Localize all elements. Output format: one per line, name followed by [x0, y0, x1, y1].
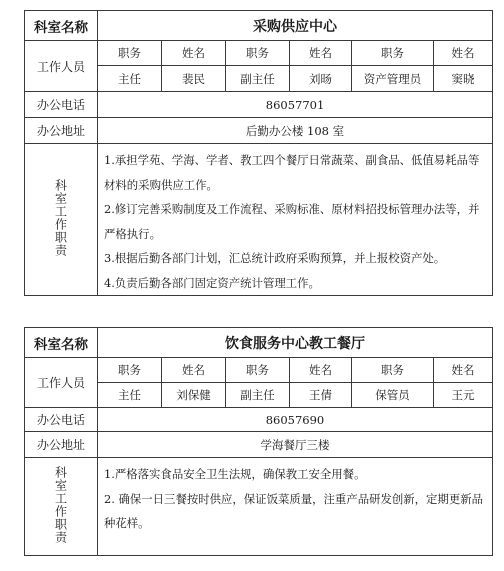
col-header-name: 姓名 — [434, 358, 493, 383]
staff-title: 副主任 — [226, 66, 290, 92]
dept-card-staff-canteen — [24, 327, 492, 556]
staff-name: 裴民 — [162, 66, 226, 92]
duties-label-cell — [25, 144, 98, 296]
staff-name: 刘保健 — [162, 383, 226, 408]
duties-cell — [98, 144, 493, 296]
dept-name-value: 饮食服务中心教工餐厅 — [98, 328, 493, 358]
duties-label: 科室工作职责 — [53, 466, 68, 544]
staff-label: 工作人员 — [25, 358, 98, 408]
dept-name-label: 科室名称 — [25, 11, 98, 41]
staff-name: 窦晓 — [434, 66, 493, 92]
duty-item: 2. 确保一日三餐按时供应，保证饭菜质量，注重产品研发创新，定期更新品种花样。 — [104, 491, 483, 530]
col-header-title: 职务 — [98, 358, 162, 383]
dept-card-procurement — [24, 10, 492, 296]
staff-title: 主任 — [98, 383, 162, 408]
address-value: 学海餐厅三楼 — [98, 432, 493, 458]
staff-label: 工作人员 — [25, 41, 98, 92]
staff-name: 王元 — [434, 383, 493, 408]
address-label: 办公地址 — [25, 432, 98, 458]
staff-title: 主任 — [98, 66, 162, 92]
phone-label: 办公电话 — [25, 408, 98, 432]
duties-label-cell — [25, 458, 98, 556]
col-header-title: 职务 — [352, 41, 434, 66]
col-header-name: 姓名 — [290, 41, 352, 66]
phone-label: 办公电话 — [25, 92, 98, 118]
col-header-name: 姓名 — [434, 41, 493, 66]
col-header-name: 姓名 — [290, 358, 352, 383]
duty-item: 2.修订完善采购制度及工作流程、采购标准、原材料招投标管理办法等，并严格执行。 — [104, 202, 480, 241]
phone-value: 86057701 — [98, 92, 493, 118]
duty-item: 1.严格落实食品安全卫生法规，确保教工安全用餐。 — [104, 467, 366, 481]
phone-value: 86057690 — [98, 408, 493, 432]
staff-title: 副主任 — [226, 383, 290, 408]
dept-name-value: 采购供应中心 — [98, 11, 493, 41]
duties-label: 科室工作职责 — [53, 179, 68, 257]
staff-title: 保管员 — [352, 383, 434, 408]
duty-item: 1.承担学苑、学海、学者、教工四个餐厅日常蔬菜、副食品、低值易耗品等材料的采购供应工作。 — [104, 153, 480, 192]
col-header-name: 姓名 — [162, 41, 226, 66]
address-value: 后勤办公楼 108 室 — [98, 118, 493, 144]
col-header-title: 职务 — [226, 358, 290, 383]
dept-table — [24, 327, 493, 556]
col-header-title: 职务 — [98, 41, 162, 66]
dept-name-label: 科室名称 — [25, 328, 98, 358]
staff-name: 刘旸 — [290, 66, 352, 92]
dept-table — [24, 10, 493, 296]
address-label: 办公地址 — [25, 118, 98, 144]
col-header-name: 姓名 — [162, 358, 226, 383]
col-header-title: 职务 — [226, 41, 290, 66]
col-header-title: 职务 — [352, 358, 434, 383]
staff-name: 王倩 — [290, 383, 352, 408]
duties-cell — [98, 458, 493, 556]
duty-item: 4.负责后勤各部门固定资产统计管理工作。 — [104, 275, 320, 290]
staff-title: 资产管理员 — [352, 66, 434, 92]
duty-item: 3.根据后勤各部门计划，汇总统计政府采购预算，并上报校资产处。 — [104, 251, 446, 265]
